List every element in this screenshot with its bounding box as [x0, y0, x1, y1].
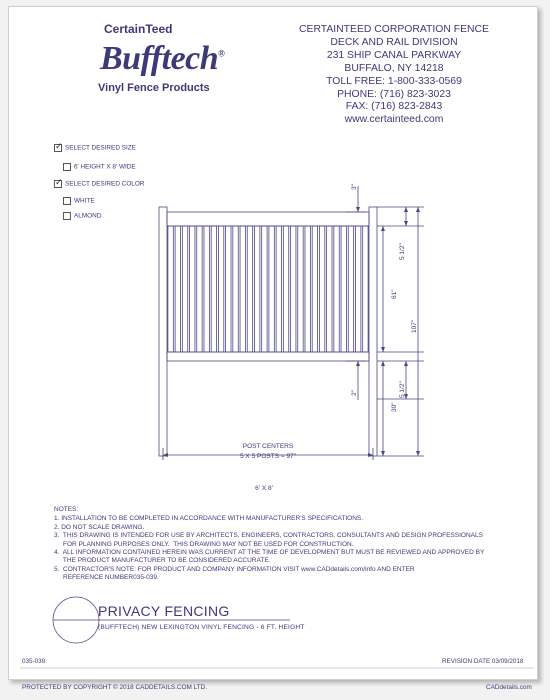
picket — [226, 226, 231, 352]
right-post — [369, 207, 377, 456]
picket — [211, 226, 216, 352]
left-post — [159, 207, 167, 456]
picket — [363, 226, 368, 352]
bottom-rail — [167, 352, 369, 361]
notes-block — [54, 506, 514, 583]
address-line: FAX: (716) 823-2843 — [345, 101, 443, 113]
note-item: 5. CONTRACTOR'S NOTE: FOR PRODUCT AND COMPANY INFORMATION VISIT www.CADdetails.com/info AND ENTER — [54, 565, 415, 573]
color-option-label: WHITE — [74, 197, 95, 205]
posts-formula-label: 5 X 5 POSTS = 97" — [240, 453, 296, 460]
brand-certainteed: CertainTeed — [104, 22, 173, 36]
picket — [182, 226, 187, 352]
dim-lower-rail: 5 1/2" — [399, 381, 406, 398]
picket — [276, 226, 281, 352]
picket — [240, 226, 245, 352]
picket — [197, 226, 202, 352]
caddetails-link[interactable]: CADdetails.com — [486, 684, 532, 691]
address-line: PHONE: (716) 823-3023 — [337, 88, 451, 100]
dim-total-height: 107" — [411, 319, 418, 333]
size-option-label: 6' HEIGHT X 8' WIDE — [74, 163, 136, 171]
drawing-caption: 6' X 8' — [255, 485, 273, 492]
picket — [190, 226, 195, 352]
picket — [305, 226, 310, 352]
picket — [204, 226, 209, 352]
dim-picket-height: 61" — [391, 289, 398, 299]
note-item: 3. THIS DRAWING IS INTENDED FOR USE BY ARCHITECTS, ENGINEERS, CONTRACTORS, CONSULTANTS AND DESIGN PROFESSIONALS — [54, 532, 483, 540]
top-rail — [167, 212, 369, 226]
picket — [348, 226, 353, 352]
drawing-subtitle: (BUFFTECH) NEW LEXINGTON VINYL FENCING - 6 FT. HEIGHT — [98, 624, 305, 631]
picket — [254, 226, 259, 352]
dim-burial: 30" — [391, 402, 398, 412]
color-heading-label: SELECT DESIRED COLOR — [65, 180, 145, 188]
dim-top-gap: 3" — [351, 184, 358, 190]
picket — [168, 226, 173, 352]
address-line: CERTAINTEED CORPORATION FENCE — [299, 24, 489, 35]
size-heading-label: SELECT DESIRED SIZE — [65, 144, 136, 152]
picket — [327, 226, 332, 352]
registered-mark: ® — [218, 48, 225, 59]
picket — [262, 226, 267, 352]
address-line: 231 SHIP CANAL PARKWAY — [326, 49, 462, 61]
picket — [233, 226, 238, 352]
copyright-text: PROTECTED BY COPYRIGHT © 2018 CADDETAILS.COM LTD. — [22, 684, 207, 691]
picket — [312, 226, 317, 352]
revision-date: REVISION DATE 03/09/2018 — [442, 658, 524, 665]
note-item: 4. ALL INFORMATION CONTAINED HEREIN WAS CURRENT AT THE TIME OF DEVELOPMENT BUT MUST BE REVIEWED AND APPROVED BY — [54, 549, 485, 557]
picket — [334, 226, 339, 352]
pickets — [168, 226, 368, 352]
brand-subtitle: Vinyl Fence Products — [98, 82, 210, 94]
picket — [175, 226, 180, 352]
note-item: 1. INSTALLATION TO BE COMPLETED IN ACCORDANCE WITH MANUFACTURER'S SPECIFICATIONS. — [54, 515, 364, 523]
note-item: FOR PLANNING PURPOSES ONLY. THIS DRAWING MAY NOT BE USED FOR CONSTRUCTION. — [54, 540, 354, 548]
notes-heading: NOTES: — [54, 506, 79, 513]
note-item: REFERENCE NUMBER035-039. — [54, 574, 159, 582]
picket — [283, 226, 288, 352]
reference-number: 035-039 — [22, 658, 46, 665]
address-line: DECK AND RAIL DIVISION — [330, 36, 458, 48]
address-line: TOLL FREE: 1-800-333-0569 — [326, 75, 462, 87]
picket — [319, 226, 324, 352]
brand-bufftech-text: Bufftech — [100, 40, 219, 77]
website-link[interactable]: www.certainteed.com — [344, 114, 444, 126]
address-line: BUFFALO, NY 14218 — [344, 62, 444, 74]
picket — [341, 226, 346, 352]
picket — [269, 226, 274, 352]
post-centers-label: POST CENTERS — [242, 443, 294, 450]
picket — [218, 226, 223, 352]
dim-upper-rail: 5 1/2" — [399, 243, 406, 260]
color-option-label: ALMOND — [74, 212, 102, 220]
picket — [291, 226, 296, 352]
drawing-title: PRIVACY FENCING — [98, 603, 230, 619]
picket — [298, 226, 303, 352]
picket — [247, 226, 252, 352]
picket — [355, 226, 360, 352]
note-item: 2. DO NOT SCALE DRAWING. — [54, 523, 145, 531]
note-item: THE PRODUCT MANUFACTURER TO BE CONSIDERED ACCURATE. — [54, 557, 271, 565]
dim-bottom-gap: 2" — [351, 390, 358, 396]
